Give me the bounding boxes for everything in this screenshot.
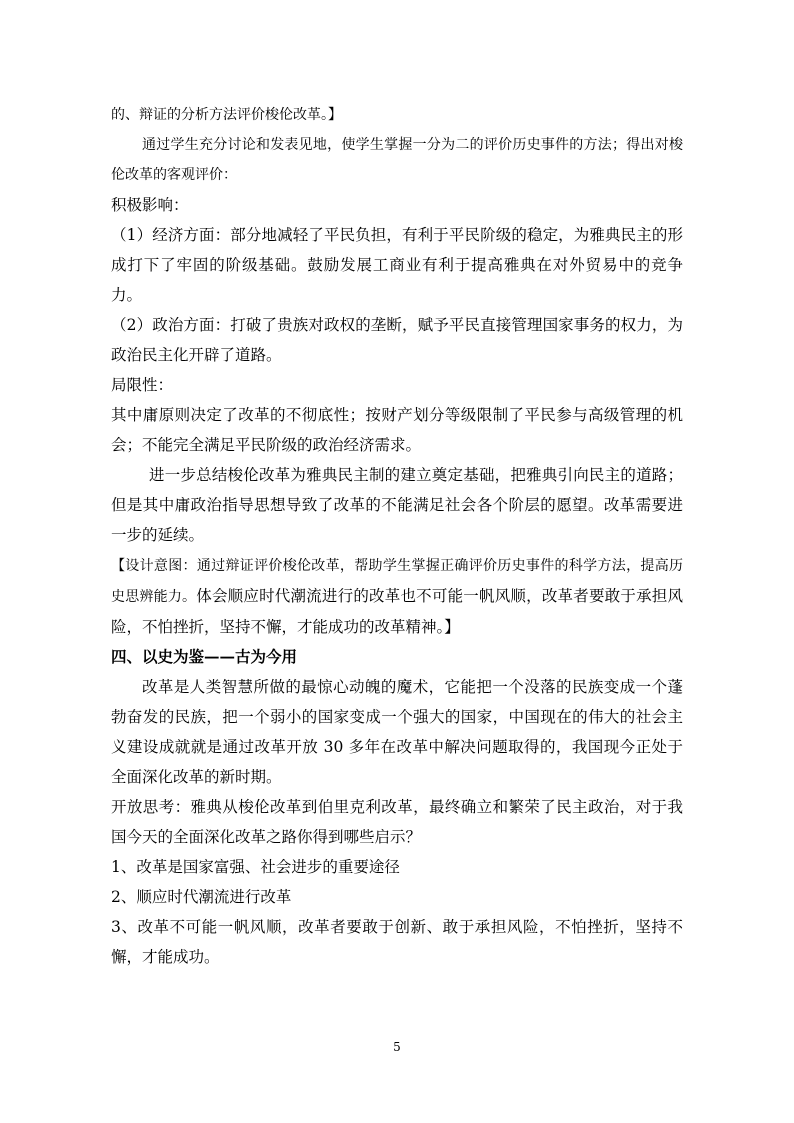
list-item: 1、改革是国家富强、社会进步的重要途径	[111, 858, 400, 876]
intro-tail-line: 的、辩证的分析方法评价梭伦改革。】	[111, 107, 342, 123]
limitation-label: 局限性：	[111, 376, 174, 394]
page-number: 5	[393, 1040, 401, 1054]
summary-paragraph: 进一步总结梭伦改革为雅典民主制的建立奠定基础，把雅典引向民主的道路；但是其中庸政治指导思想导致了改革的不能满足社会各个阶层的愿望。改革需要进一步的延续。	[111, 466, 683, 544]
positive-impact-political: （2）政治方面：打破了贵族对政权的垄断，赋予平民直接管理国家事务的权力，为政治民主化开辟了道路。	[111, 316, 683, 364]
section-heading: 四、以史为鉴——古为今用	[111, 647, 298, 666]
positive-impact-economic: （1）经济方面：部分地减轻了平民负担，有利于平民阶级的稳定，为雅典民主的形成打下了牢固的阶级基础。鼓励发展工商业有利于提高雅典在对外贸易中的竞争力。	[111, 226, 683, 304]
page-content	[111, 100, 683, 972]
open-question-paragraph: 开放思考：雅典从梭伦改革到伯里克利改革，最终确立和繁荣了民主政治，对于我国今天的全面深化改革之路你得到哪些启示？	[111, 798, 683, 846]
list-item: 3、改革不可能一帆风顺，改革者要敢于创新、敢于承担风险，不怕挫折，坚持不懈，才能成功。	[111, 918, 683, 966]
positive-impact-label: 积极影响：	[111, 196, 189, 214]
reform-paragraph: 改革是人类智慧所做的最惊心动魄的魔术，它能把一个没落的民族变成一个蓬勃奋发的民族，把一个弱小的国家变成一个强大的国家，中国现在的伟大的社会主义建设成就就是通过改革开放 30 多年在改革中解决问题取得的，我国现今正处于全面深化改革的新时期。	[111, 678, 683, 786]
design-intent-part-b: 体会顺应时代潮流进行的改革也不可能一帆风顺，改革者要敢于承担风险，不怕挫折，坚持不懈，才能成功的改革精神。】	[111, 587, 683, 636]
list-item: 2、顺应时代潮流进行改革	[111, 888, 292, 906]
design-intent-part-a: 【设计意图：通过辩证评价梭伦改革，帮助学生掌握正确评价历史事件的科学方法，提高历史思辨能力。	[111, 558, 683, 605]
design-intent-paragraph	[111, 550, 683, 642]
discussion-paragraph: 通过学生充分讨论和发表见地，使学生掌握一分为二的评价历史事件的方法；得出对梭伦改革的客观评价：	[111, 137, 683, 183]
limitation-paragraph: 其中庸原则决定了改革的不彻底性；按财产划分等级限制了平民参与高级管理的机会；不能完全满足平民阶级的政治经济需求。	[111, 406, 683, 454]
